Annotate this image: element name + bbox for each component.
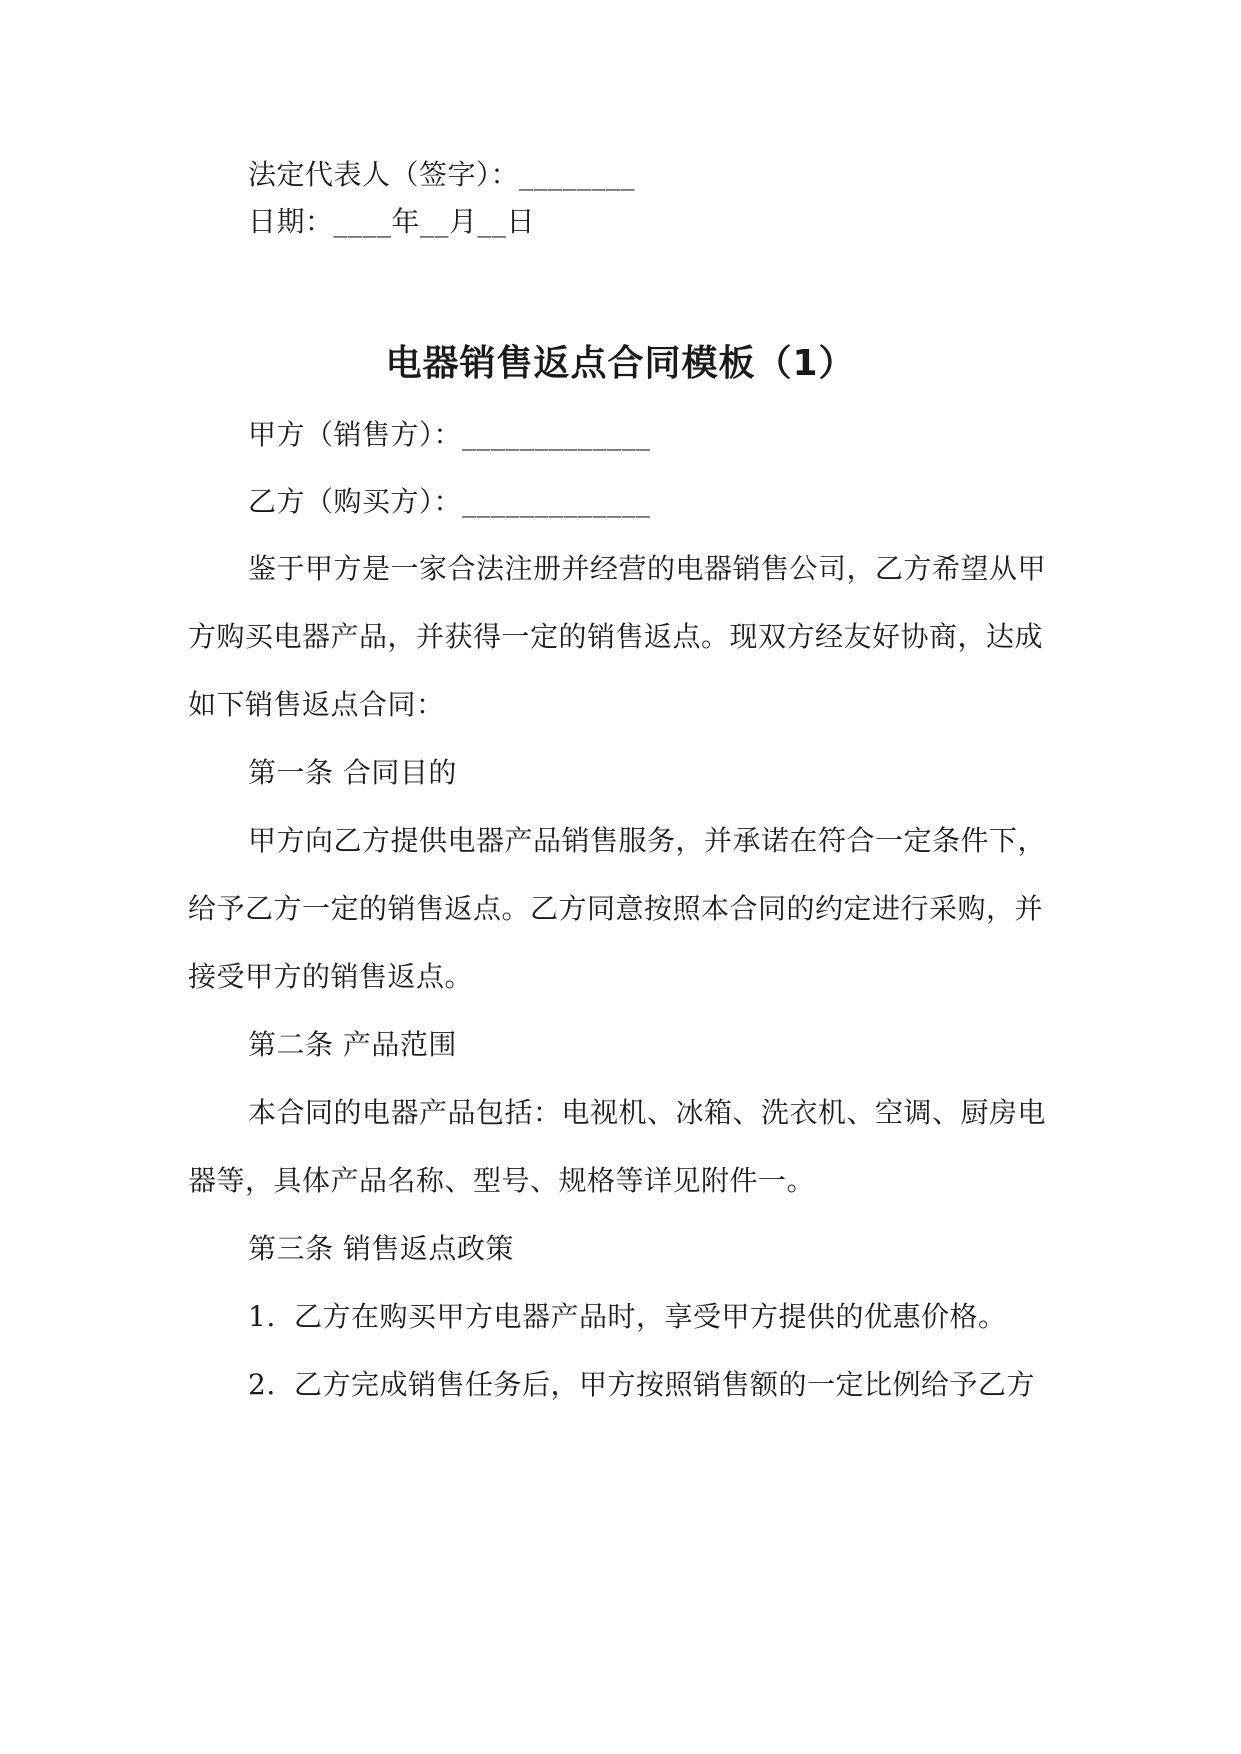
list-item-text: 乙方完成销售任务后，甲方按照销售额的一定比例给予乙方 bbox=[294, 1368, 1036, 1401]
legal-representative-signature-line: 法定代表人（签字）：________ bbox=[248, 158, 636, 191]
signature-date-line: 日期：____年__月__日 bbox=[248, 205, 536, 238]
article-3-item-2 bbox=[248, 1365, 1058, 1405]
article-1-line-2: 给予乙方一定的销售返点。乙方同意按照本合同的约定进行采购，并 bbox=[188, 892, 1044, 925]
article-1-line-3: 接受甲方的销售返点。 bbox=[188, 960, 474, 993]
list-item-text: 乙方在购买甲方电器产品时，享受甲方提供的优惠价格。 bbox=[294, 1300, 1007, 1333]
document-title: 电器销售返点合同模板（1） bbox=[385, 343, 856, 384]
preamble-line-1: 鉴于甲方是一家合法注册并经营的电器销售公司，乙方希望从甲 bbox=[248, 552, 1047, 585]
article-1-heading: 第一条 合同目的 bbox=[248, 756, 457, 789]
preamble-line-2: 方购买电器产品，并获得一定的销售返点。现双方经友好协商，达成 bbox=[188, 620, 1044, 653]
article-2-line-1: 本合同的电器产品包括：电视机、冰箱、洗衣机、空调、厨房电 bbox=[248, 1096, 1047, 1129]
party-b-line: 乙方（购买方）：_____________ bbox=[248, 485, 651, 518]
article-2-heading: 第二条 产品范围 bbox=[248, 1028, 457, 1061]
article-3-item-1 bbox=[248, 1297, 1058, 1337]
party-a-line: 甲方（销售方）：_____________ bbox=[248, 418, 651, 451]
article-2-line-2: 器等，具体产品名称、型号、规格等详见附件一。 bbox=[188, 1164, 816, 1197]
article-1-line-1: 甲方向乙方提供电器产品销售服务，并承诺在符合一定条件下， bbox=[248, 824, 1047, 857]
preamble-line-3: 如下销售返点合同： bbox=[188, 688, 445, 721]
list-item-number: 1. bbox=[248, 1300, 276, 1333]
list-item-number: 2. bbox=[248, 1368, 276, 1401]
article-3-heading: 第三条 销售返点政策 bbox=[248, 1232, 514, 1265]
